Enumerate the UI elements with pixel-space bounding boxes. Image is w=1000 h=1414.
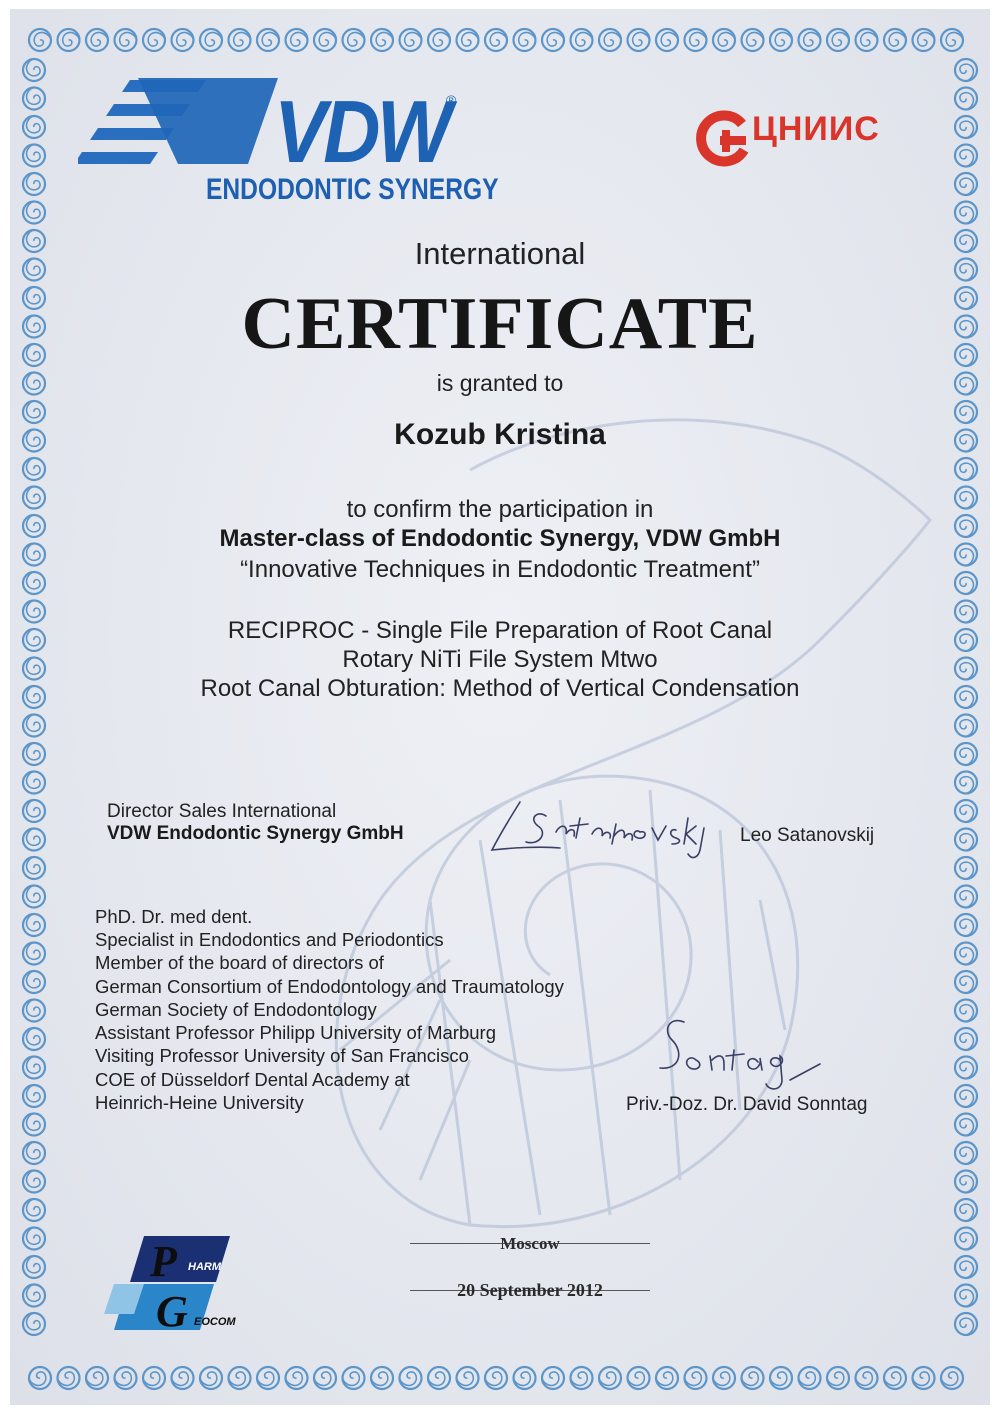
border-spiral — [485, 29, 507, 51]
credential-line: Member of the board of directors of — [95, 952, 384, 973]
border-spiral — [23, 743, 45, 765]
topic-item: Rotary NiTi File System Mtwo — [342, 646, 658, 673]
border-spiral — [955, 743, 977, 765]
border-spiral — [314, 29, 336, 51]
signatory1-company: VDW Endodontic Synergy GmbH — [107, 823, 404, 844]
border-spiral — [23, 772, 45, 794]
border-spiral — [23, 1313, 45, 1335]
border-spiral — [229, 1367, 251, 1389]
border-spiral — [371, 1367, 393, 1389]
border-spiral — [542, 29, 564, 51]
border-spiral — [257, 29, 279, 51]
border-spiral — [955, 772, 977, 794]
border-spiral — [941, 1367, 963, 1389]
border-spiral — [770, 1367, 792, 1389]
confirm-text: to confirm the participation in — [346, 496, 654, 523]
border-spiral — [23, 1000, 45, 1022]
border-spiral — [400, 1367, 422, 1389]
topic-item: Root Canal Obturation: Method of Vertical Condensation — [200, 675, 800, 702]
border-spiral — [955, 116, 977, 138]
border-spiral — [23, 829, 45, 851]
pg-letter-p: P — [150, 1237, 177, 1286]
border-spiral — [371, 29, 393, 51]
border-spiral — [143, 1367, 165, 1389]
credential-line: COE of Düsseldorf Dental Academy at — [95, 1069, 410, 1090]
cniis-wordmark: ЦНИИС — [752, 110, 880, 148]
border-spiral — [742, 1367, 764, 1389]
credential-line: German Society of Endodontology — [95, 999, 377, 1020]
border-spiral — [713, 29, 735, 51]
border-spiral — [400, 29, 422, 51]
border-spiral — [23, 857, 45, 879]
border-spiral — [856, 29, 878, 51]
border-spiral — [656, 1367, 678, 1389]
border-spiral — [955, 1199, 977, 1221]
border-spiral — [428, 29, 450, 51]
border-spiral — [457, 29, 479, 51]
border-spiral — [23, 173, 45, 195]
credential-line: Visiting Professor University of San Francisco — [95, 1045, 469, 1066]
border-spiral — [343, 29, 365, 51]
border-spiral — [200, 1367, 222, 1389]
border-spiral — [955, 971, 977, 993]
signatory2-name: Priv.-Doz. Dr. David Sonntag — [626, 1094, 868, 1115]
border-spiral — [23, 886, 45, 908]
border-spiral — [955, 886, 977, 908]
vdw-logo — [78, 78, 518, 218]
border-spiral — [571, 1367, 593, 1389]
border-spiral — [884, 1367, 906, 1389]
vdw-wordmark: VDW — [274, 82, 448, 181]
border-spiral — [955, 1142, 977, 1164]
border-spiral — [23, 1142, 45, 1164]
border-spiral — [628, 1367, 650, 1389]
border-spiral — [286, 1367, 308, 1389]
border-spiral — [514, 1367, 536, 1389]
border-spiral — [955, 1057, 977, 1079]
border-spiral — [23, 1285, 45, 1307]
border-spiral — [955, 1256, 977, 1278]
border-spiral — [23, 1256, 45, 1278]
border-spiral — [913, 29, 935, 51]
border-spiral — [485, 1367, 507, 1389]
border-spiral — [29, 1367, 51, 1389]
border-spiral — [23, 1028, 45, 1050]
cniis-logo — [694, 108, 914, 178]
pharmgeocom-logo — [104, 1234, 254, 1334]
border-spiral — [713, 1367, 735, 1389]
border-spiral — [314, 1367, 336, 1389]
border-spiral — [23, 59, 45, 81]
border-spiral — [955, 943, 977, 965]
border-spiral — [172, 29, 194, 51]
cniis-emblem-icon — [694, 110, 754, 170]
border-spiral — [200, 29, 222, 51]
signatory1-name: Leo Satanovskij — [740, 825, 875, 846]
border-spiral — [23, 116, 45, 138]
border-spiral — [428, 1367, 450, 1389]
border-spiral — [571, 29, 593, 51]
border-spiral — [23, 715, 45, 737]
pg-text-eocom: EOCOM — [194, 1316, 236, 1328]
border-spiral — [58, 29, 80, 51]
registered-mark: ® — [446, 92, 457, 108]
border-spiral — [955, 1228, 977, 1250]
border-spiral — [799, 29, 821, 51]
border-spiral — [955, 914, 977, 936]
date-text: 20 September 2012 — [457, 1280, 603, 1300]
border-spiral — [656, 29, 678, 51]
border-spiral — [86, 1367, 108, 1389]
border-spiral — [599, 1367, 621, 1389]
border-spiral — [856, 1367, 878, 1389]
border-spiral — [23, 1199, 45, 1221]
border-spiral — [955, 1028, 977, 1050]
border-spiral — [955, 1171, 977, 1193]
border-spiral — [23, 1228, 45, 1250]
border-spiral — [955, 202, 977, 224]
border-spiral — [685, 1367, 707, 1389]
border-spiral — [955, 829, 977, 851]
vdw-stripes-icon — [78, 78, 278, 178]
border-spiral — [23, 458, 45, 480]
border-spiral — [23, 1114, 45, 1136]
credential-line: Heinrich-Heine University — [95, 1092, 304, 1113]
border-spiral — [143, 29, 165, 51]
border-spiral — [542, 1367, 564, 1389]
border-spiral — [172, 1367, 194, 1389]
border-spiral — [884, 29, 906, 51]
border-spiral — [685, 29, 707, 51]
border-spiral — [955, 145, 977, 167]
border-spiral — [955, 800, 977, 822]
border-spiral — [457, 1367, 479, 1389]
course-name: Master-class of Endodontic Synergy, VDW GmbH — [219, 525, 781, 552]
credential-line: Assistant Professor Philipp University of Marburg — [95, 1022, 496, 1043]
signature-sonntag — [640, 1010, 840, 1100]
pg-text-harm: HARM — [188, 1261, 221, 1273]
credential-line: PhD. Dr. med dent. — [95, 906, 253, 927]
border-spiral — [286, 29, 308, 51]
border-spiral — [955, 1000, 977, 1022]
border-spiral — [799, 1367, 821, 1389]
border-spiral — [86, 29, 108, 51]
border-spiral — [955, 458, 977, 480]
certificate-title: CERTIFICATE — [241, 283, 759, 365]
certificate-supertitle: International — [414, 236, 586, 271]
border-spiral — [827, 29, 849, 51]
border-spiral — [955, 715, 977, 737]
signatory1-role: Director Sales International — [107, 801, 337, 822]
border-spiral — [23, 1085, 45, 1107]
border-spiral — [23, 1057, 45, 1079]
border-spiral — [23, 88, 45, 110]
border-spiral — [29, 29, 51, 51]
credential-line: Specialist in Endodontics and Periodontics — [95, 929, 444, 950]
border-spiral — [115, 29, 137, 51]
border-spiral — [941, 29, 963, 51]
border-spiral — [955, 88, 977, 110]
border-spiral — [23, 800, 45, 822]
border-spiral — [23, 1171, 45, 1193]
border-spiral — [770, 29, 792, 51]
vdw-tagline: ENDODONTIC SYNERGY — [206, 173, 499, 206]
border-spiral — [58, 1367, 80, 1389]
border-spiral — [955, 1313, 977, 1335]
border-spiral — [514, 29, 536, 51]
border-spiral — [955, 857, 977, 879]
border-spiral — [628, 29, 650, 51]
border-spiral — [257, 1367, 279, 1389]
credential-line: German Consortium of Endodontology and Traumatology — [95, 976, 564, 997]
border-spiral — [913, 1367, 935, 1389]
border-spiral — [115, 1367, 137, 1389]
border-spiral — [827, 1367, 849, 1389]
border-spiral — [229, 29, 251, 51]
border-spiral — [955, 1114, 977, 1136]
course-subtitle: “Innovative Techniques in Endodontic Treatment” — [240, 556, 760, 583]
border-spiral — [23, 145, 45, 167]
pg-letter-g: G — [156, 1287, 188, 1334]
border-spiral — [742, 29, 764, 51]
border-spiral — [23, 943, 45, 965]
border-spiral — [955, 1085, 977, 1107]
place-text: Moscow — [500, 1234, 560, 1253]
recipient-name: Kozub Kristina — [394, 418, 606, 451]
border-spiral — [599, 29, 621, 51]
signature-satanovskij — [480, 788, 720, 868]
border-spiral — [343, 1367, 365, 1389]
border-spiral — [955, 173, 977, 195]
granted-text: is granted to — [436, 370, 564, 396]
border-spiral — [23, 202, 45, 224]
border-spiral — [955, 59, 977, 81]
topic-item: RECIPROC - Single File Preparation of Root Canal — [227, 617, 773, 644]
border-spiral — [23, 971, 45, 993]
border-spiral — [955, 1285, 977, 1307]
border-spiral — [23, 914, 45, 936]
